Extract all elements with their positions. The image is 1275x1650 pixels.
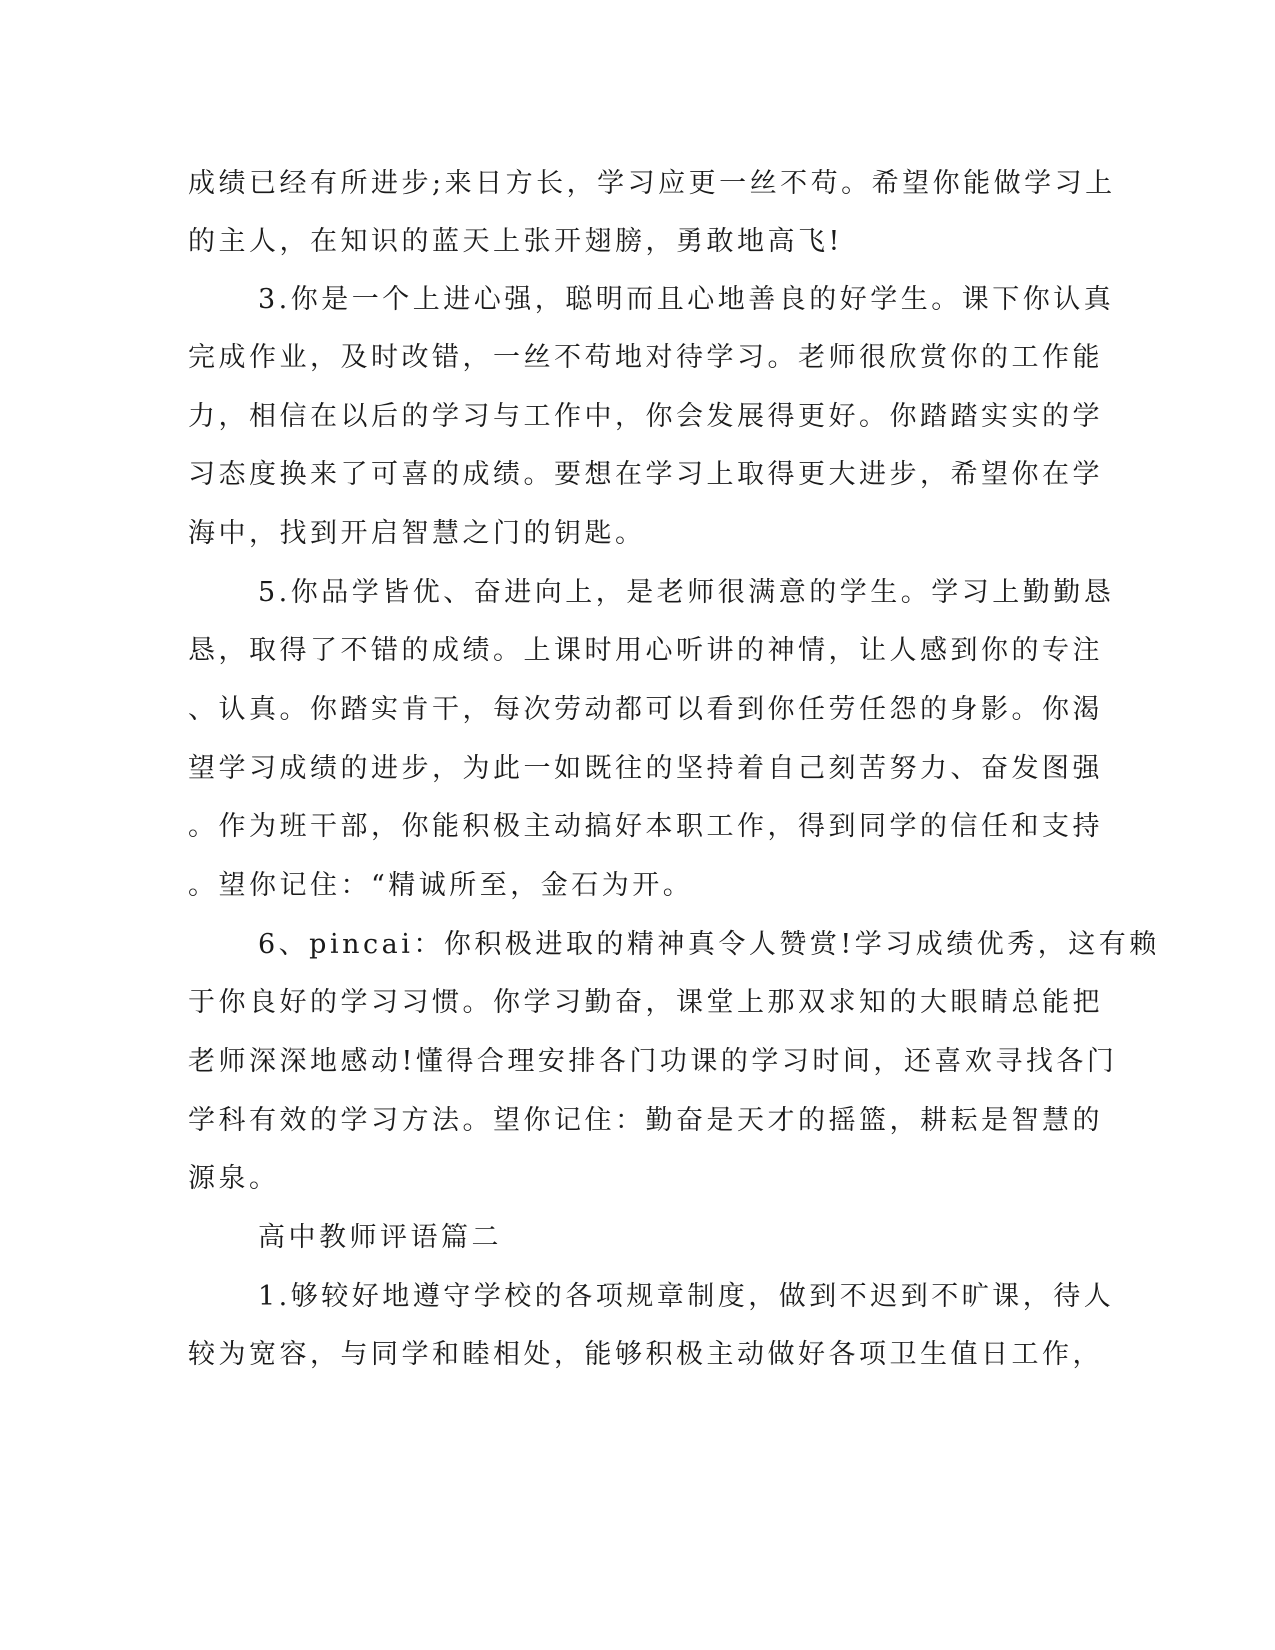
text-line-7: 海中，找到开启智慧之门的钥匙。 [188,518,646,549]
text-line-11: 望学习成绩的进步，为此一如既往的坚持着自己刻苦努力、奋发图强 [188,753,1103,784]
text-line-20: 1.够较好地遵守学校的各项规章制度，做到不迟到不旷课，待人 [258,1281,1115,1312]
text-line-6: 习态度换来了可喜的成绩。要想在学习上取得更大进步，希望你在学 [188,459,1103,490]
text-line-13: 。望你记住：“精诚所至，金石为开。 [188,870,694,901]
text-line-2: 的主人，在知识的蓝天上张开翅膀，勇敢地高飞! [188,226,843,257]
text-line-4: 完成作业，及时改错，一丝不苟地对待学习。老师很欣赏你的工作能 [188,342,1103,373]
text-line-15: 于你良好的学习习惯。你学习勤奋，课堂上那双求知的大眼睛总能把 [188,987,1103,1018]
text-line-9: 恳，取得了不错的成绩。上课时用心听讲的神情，让人感到你的专注 [188,635,1103,666]
text-line-21: 较为宽容，与同学和睦相处，能够积极主动做好各项卫生值日工作， [188,1339,1103,1370]
text-line-3: 3.你是一个上进心强，聪明而且心地善良的好学生。课下你认真 [258,284,1115,315]
text-line-16: 老师深深地感动!懂得合理安排各门功课的学习时间，还喜欢寻找各门 [188,1046,1118,1077]
text-line-5: 力，相信在以后的学习与工作中，你会发展得更好。你踏踏实实的学 [188,401,1103,432]
text-line-10: 、认真。你踏实肯干，每次劳动都可以看到你任劳任怨的身影。你渴 [188,694,1103,725]
text-line-12: 。作为班干部，你能积极主动搞好本职工作，得到同学的信任和支持 [188,811,1103,842]
text-line-8: 5.你品学皆优、奋进向上，是老师很满意的学生。学习上勤勤恳 [258,577,1115,608]
text-line-14: 6、pincai：你积极进取的精神真令人赞赏!学习成绩优秀，这有赖 [258,929,1160,960]
text-line-18: 源泉。 [188,1163,280,1194]
section-heading: 高中教师评语篇二 [258,1222,502,1253]
text-line-1: 成绩已经有所进步;来日方长，学习应更一丝不苟。希望你能做学习上 [188,168,1116,199]
text-line-17: 学科有效的学习方法。望你记住：勤奋是天才的摇篮，耕耘是智慧的 [188,1105,1103,1136]
